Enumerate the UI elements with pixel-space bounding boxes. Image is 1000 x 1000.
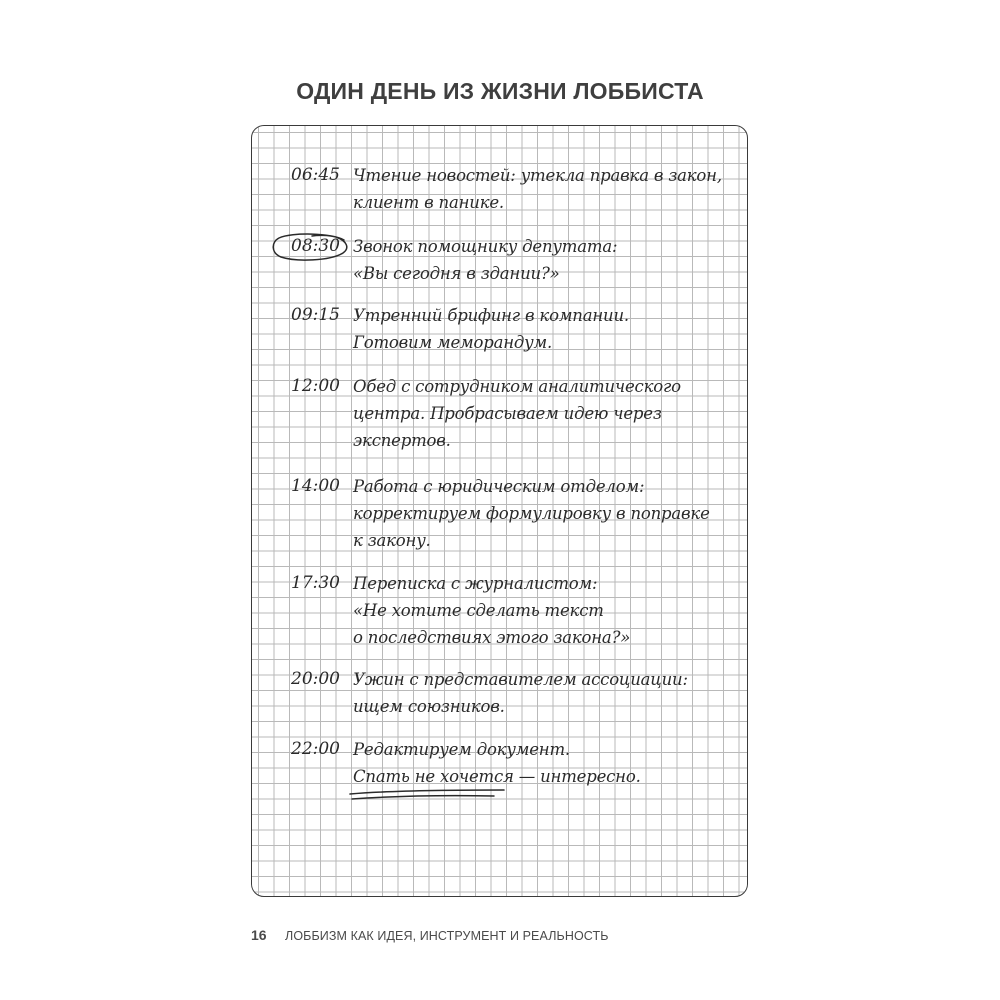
- entry-line: Готовим меморандум.: [353, 333, 553, 352]
- entry-time: 12:00: [291, 376, 340, 396]
- entry-text: [353, 162, 733, 216]
- entry-text: [353, 666, 733, 720]
- entry-time: 17:30: [291, 573, 340, 593]
- entry-line: Ужин с представителем ассоциации:: [353, 670, 688, 689]
- entry-time: 08:30: [291, 236, 340, 256]
- entry-time: 22:00: [291, 739, 340, 759]
- entry-text: [353, 570, 733, 651]
- entry-line: Чтение новостей: утекла правка в закон,: [353, 166, 722, 185]
- entry-text: [353, 473, 733, 554]
- entry-line: экспертов.: [353, 431, 451, 450]
- entry-line: Спать не хочется — интересно.: [353, 767, 641, 786]
- entry-line: корректируем формулировку в поправке: [353, 504, 710, 523]
- entry-text: [353, 373, 733, 454]
- entry-text: [353, 302, 733, 356]
- entry-text: [353, 233, 733, 287]
- entry-line: Переписка с журналистом:: [353, 574, 598, 593]
- entry-line: Редактируем документ.: [353, 740, 570, 759]
- entry-line: центра. Пробрасываем идею через: [353, 404, 662, 423]
- entry-time: 06:45: [291, 165, 340, 185]
- entry-line: Обед с сотрудником аналитического: [353, 377, 681, 396]
- entry-line: «Вы сегодня в здании?»: [353, 264, 560, 283]
- notebook-grid-page: [251, 125, 748, 897]
- entry-line: ищем союзников.: [353, 697, 505, 716]
- page-footer: [251, 927, 609, 945]
- entry-text: [353, 736, 733, 790]
- entry-line: о последствиях этого закона?»: [353, 628, 631, 647]
- page-number: 16: [251, 927, 267, 943]
- entry-time: 20:00: [291, 669, 340, 689]
- entry-time: 14:00: [291, 476, 340, 496]
- entry-line: к закону.: [353, 531, 431, 550]
- page-title: ОДИН ДЕНЬ ИЗ ЖИЗНИ ЛОББИСТА: [296, 78, 704, 104]
- entry-line: Работа с юридическим отделом:: [353, 477, 645, 496]
- entry-line: Утренний брифинг в компании.: [353, 306, 629, 325]
- running-title: ЛОББИЗМ КАК ИДЕЯ, ИНСТРУМЕНТ И РЕАЛЬНОСТЬ: [285, 929, 609, 943]
- entry-line: Звонок помощнику депутата:: [353, 237, 618, 256]
- entry-line: «Не хотите сделать текст: [353, 601, 604, 620]
- entry-line: клиент в панике.: [353, 193, 504, 212]
- entry-time: 09:15: [291, 305, 340, 325]
